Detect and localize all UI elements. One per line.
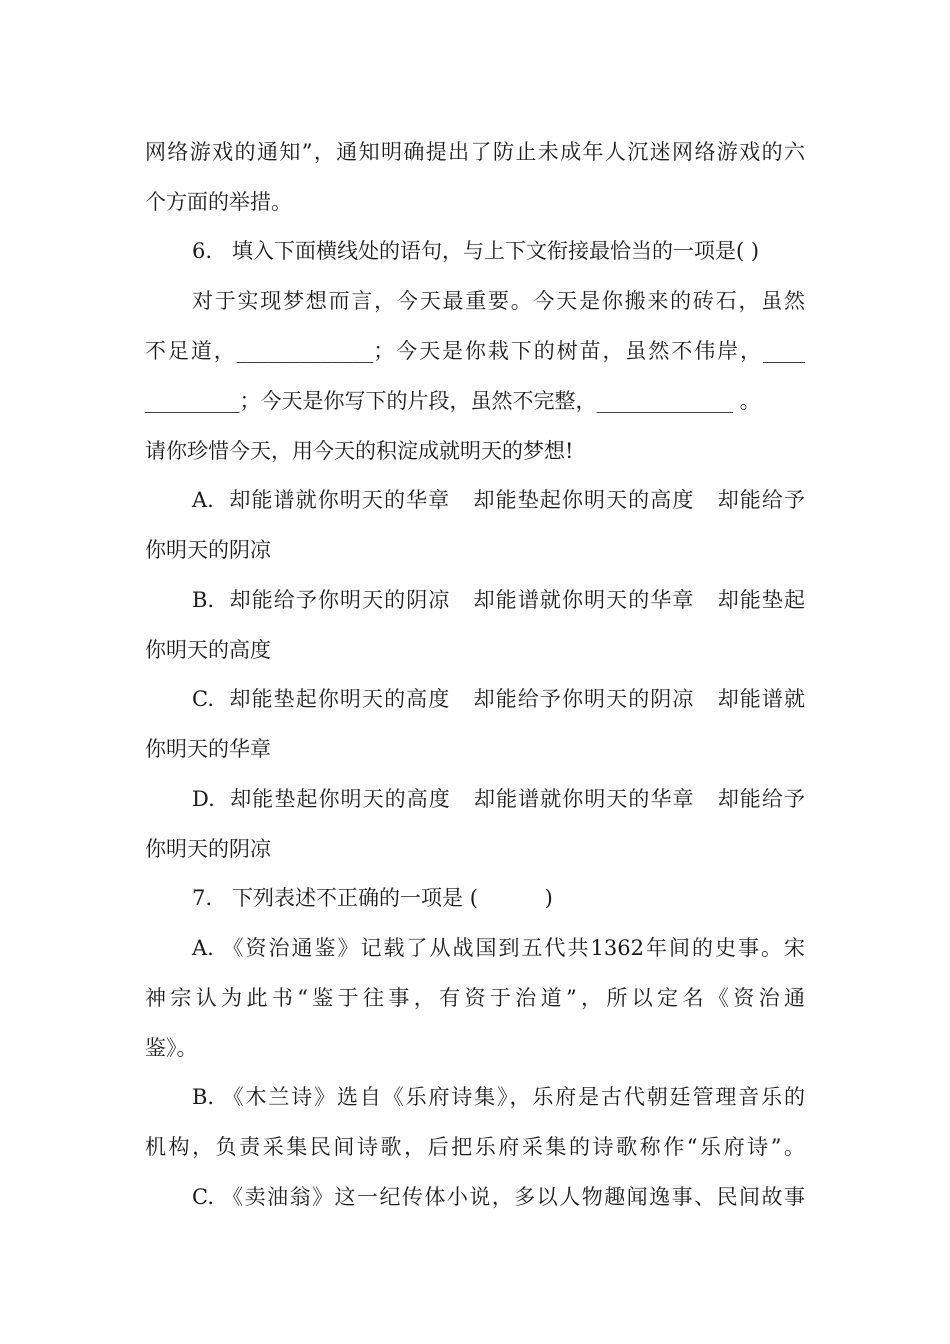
option-d: D. 却能垫起你明天的高度 却能谱就你明天的华章 却能给予 bbox=[192, 787, 805, 811]
text-line: 网络游戏的通知”，通知明确提出了防止未成年人沉迷网络游戏的六 bbox=[145, 140, 805, 164]
option-a: A. 《资治通鉴》记载了从战国到五代共1362年间的史事。宋 bbox=[192, 936, 805, 960]
text-line: 你明天的阴凉 bbox=[145, 837, 271, 861]
text-line: 你明天的华章 bbox=[145, 737, 271, 761]
text-line: 对于实现梦想而言，今天最重要。今天是你搬来的砖石，虽然 bbox=[192, 289, 805, 313]
text-line: _________；今天是你写下的片段，虽然不完整，_____________ 。 bbox=[145, 389, 761, 413]
text-line: 请你珍惜今天，用今天的积淀成就明天的梦想! bbox=[145, 439, 574, 463]
question-7-stem: 7. 下列表述不正确的一项是 ( ) bbox=[192, 886, 553, 910]
text-line: 你明天的阴凉 bbox=[145, 538, 271, 562]
question-6-stem: 6. 填入下面横线处的语句，与上下文衔接最恰当的一项是( ) bbox=[192, 239, 760, 263]
text-line: 不足道，_____________；今天是你栽下的树苗，虽然不伟岸，____ bbox=[145, 339, 805, 363]
text-line: 神宗认为此书“鉴于往事，有资于治道”，所以定名《资治通 bbox=[145, 986, 805, 1010]
text-line: 你明天的高度 bbox=[145, 638, 271, 662]
option-a: A. 却能谱就你明天的华章 却能垫起你明天的高度 却能给予 bbox=[192, 488, 805, 512]
option-c: C. 却能垫起你明天的高度 却能给予你明天的阴凉 却能谱就 bbox=[192, 687, 805, 711]
option-b: B. 《木兰诗》选自《乐府诗集》，乐府是古代朝廷管理音乐的 bbox=[192, 1085, 805, 1109]
text-line: 个方面的举措。 bbox=[145, 190, 292, 214]
text-line: 鉴》。 bbox=[145, 1036, 198, 1060]
text-line: 机构，负责采集民间诗歌，后把乐府采集的诗歌称作“乐府诗”。 bbox=[145, 1135, 805, 1159]
option-b: B. 却能给予你明天的阴凉 却能谱就你明天的华章 却能垫起 bbox=[192, 588, 805, 612]
option-c: C. 《卖油翁》这一纪传体小说，多以人物趣闻逸事、民间故事 bbox=[192, 1185, 805, 1209]
